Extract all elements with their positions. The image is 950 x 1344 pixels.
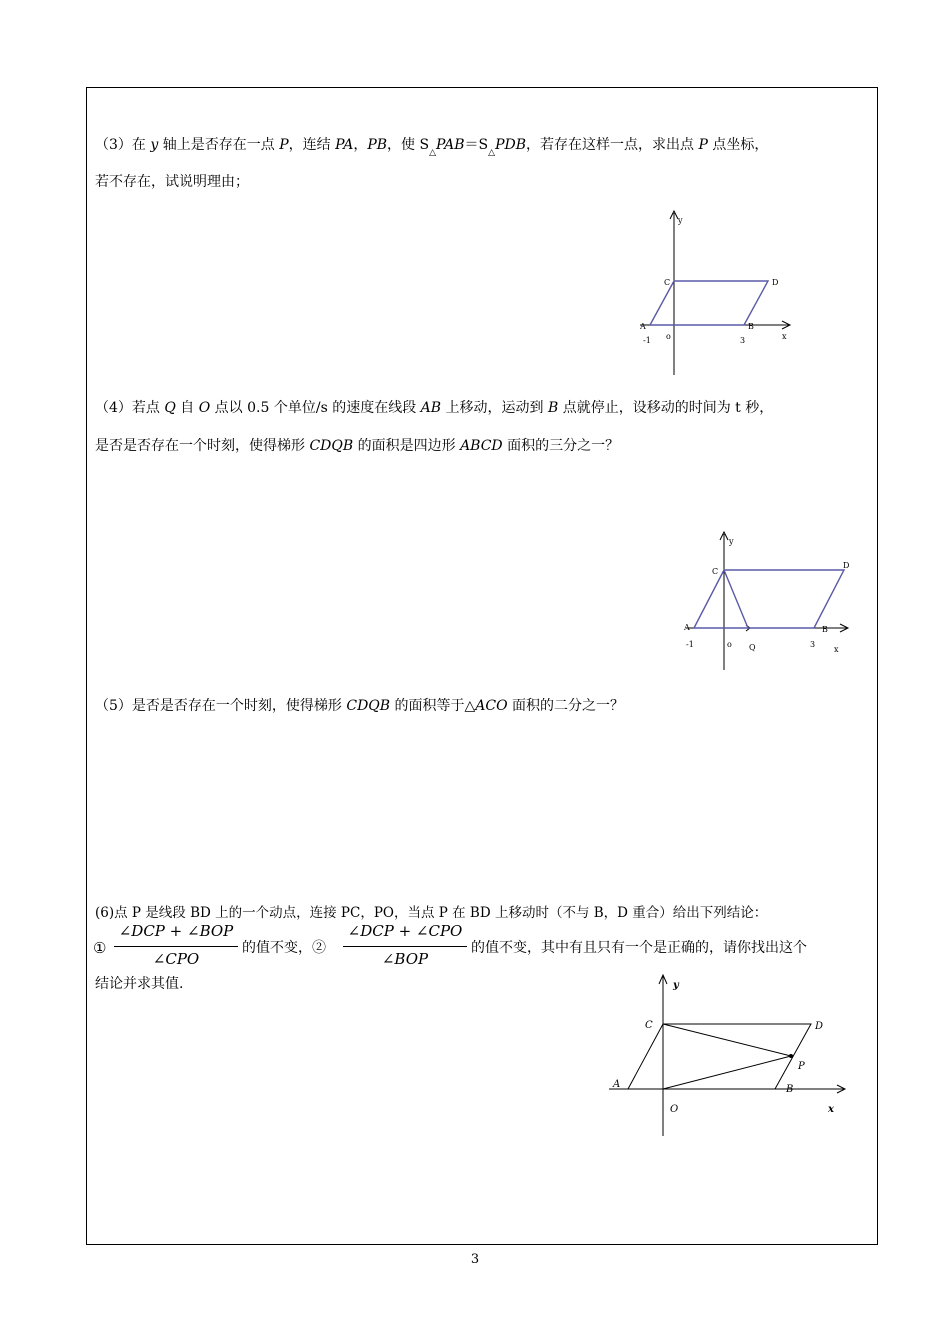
fraction-2-denominator: ∠BOP — [381, 950, 429, 968]
fig3-label-d: D — [815, 1021, 824, 1032]
fig2-label-c: C — [712, 567, 719, 576]
fig3-parallelogram — [628, 1024, 811, 1089]
fig2-tick-neg1: -1 — [686, 640, 694, 649]
q5-line: （5）是否是否存在一个时刻，使得梯形 CDQB 的面积等于△ACO 面积的二分之一？ — [95, 698, 625, 714]
q3-line1: （3）在 y 轴上是否存在一点 P，连结 PA，PB，使 $S_\triangle PAB=S_\triangle PDB$，若存在这样一点，求出点 P 点坐标， — [95, 137, 769, 158]
fraction-2-bar — [343, 946, 467, 947]
fig1-label-b: B — [748, 322, 754, 331]
fig3-point-p — [789, 1054, 793, 1058]
fig3-segment-cp — [663, 1024, 791, 1056]
figure-3 — [605, 970, 855, 1140]
fig3-label-y: y — [673, 980, 679, 991]
fig2-label-o: o — [727, 640, 732, 649]
fig1-parallelogram — [650, 281, 768, 325]
fraction-2-numerator: ∠DCP + ∠CPO — [347, 922, 463, 940]
q4-line1: （4）若点 Q 自 O 点以 0.5 个单位/s 的速度在线段 AB 上移动，运动到 B 点就停止，设移动的时间为 t 秒， — [95, 400, 774, 416]
fig2-segment-cq — [724, 570, 748, 628]
fig2-label-b: B — [822, 625, 828, 634]
q3-line2: 若不存在，试说明理由； — [95, 174, 249, 190]
fraction-1-numerator: ∠DCP + ∠BOP — [118, 922, 234, 940]
fig1-label-a: A — [640, 322, 646, 331]
fig3-label-c: C — [645, 1020, 653, 1031]
fig1-label-c: C — [664, 278, 671, 287]
fig1-label-d: D — [772, 278, 779, 287]
fig1-label-y: y — [678, 216, 683, 225]
q6-middle-text: 的值不变，② — [242, 940, 326, 956]
fig2-tick-3: 3 — [810, 640, 816, 649]
q6-circle-1: ① — [93, 939, 107, 957]
q6-tail-text: 的值不变，其中有且只有一个是正确的，请你找出这个 — [471, 940, 807, 956]
fig2-label-d: D — [843, 561, 850, 570]
fig3-label-p: P — [798, 1061, 805, 1072]
fig2-label-x: x — [834, 645, 839, 654]
fig2-label-y: y — [729, 537, 734, 546]
q4-line2: 是否是否存在一个时刻，使得梯形 CDQB 的面积是四边形 ABCD 面积的三分之一？ — [95, 438, 620, 454]
fraction-1-bar — [114, 946, 238, 947]
fig3-label-o: O — [670, 1104, 679, 1115]
figure-2 — [680, 528, 855, 673]
fig3-label-a: A — [613, 1079, 621, 1090]
fig1-label-x: x — [782, 332, 787, 341]
q6-line3: 结论并求其值. — [95, 976, 184, 992]
fig1-label-o: o — [666, 332, 671, 341]
fraction-1-denominator: ∠CPO — [152, 950, 200, 968]
fig2-label-a: A — [684, 623, 690, 632]
q6-line1: (6)点 P 是线段 BD 上的一个动点，连接 PC，PO，当点 P 在 BD 上移动时（不与 B，D 重合）给出下列结论： — [95, 905, 768, 921]
q6-fraction-2 — [343, 922, 467, 972]
fig2-label-q: Q — [749, 643, 756, 652]
fig1-tick-3: 3 — [740, 336, 746, 345]
fig1-tick-neg1: -1 — [643, 336, 651, 345]
fig2-parallelogram — [694, 570, 844, 628]
q6-fraction-1 — [114, 922, 238, 972]
fig3-segment-op — [663, 1056, 791, 1089]
fig3-label-x: x — [828, 1104, 834, 1115]
page-number: 3 — [470, 1252, 480, 1267]
fig3-label-b: B — [786, 1084, 794, 1095]
figure-1 — [630, 205, 800, 380]
